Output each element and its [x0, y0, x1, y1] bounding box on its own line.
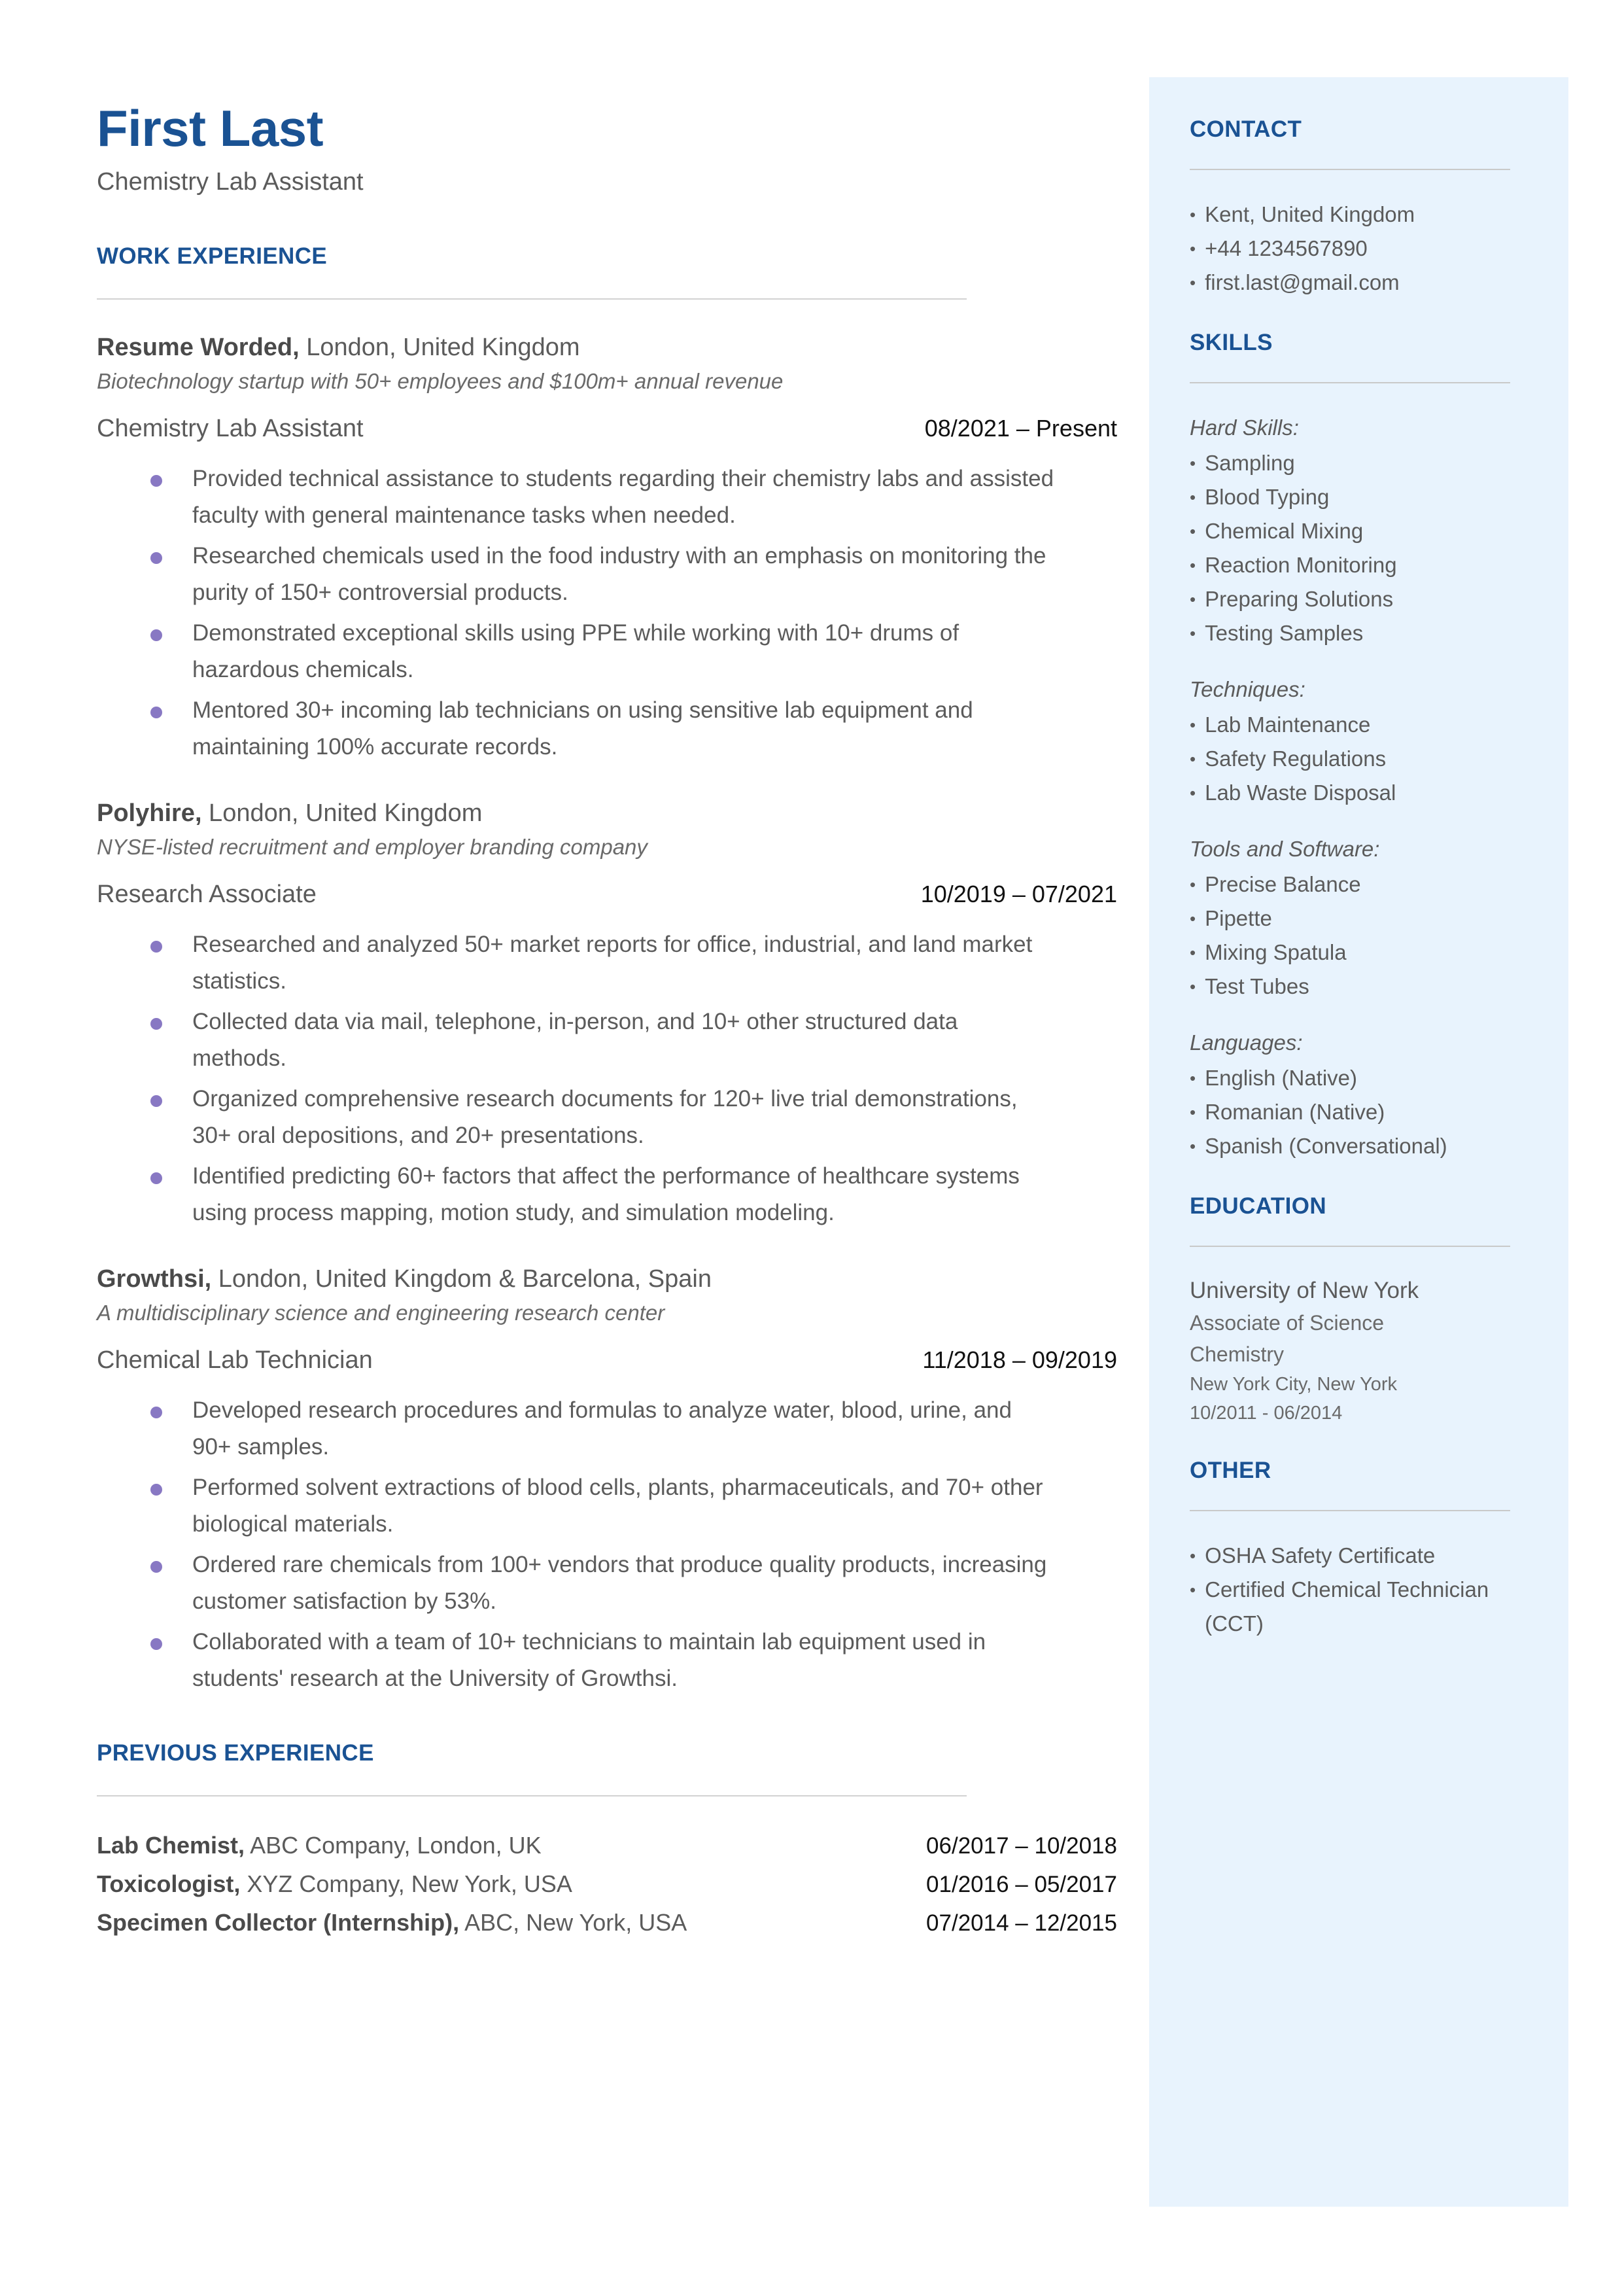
bullet-dot-icon: • [1190, 239, 1196, 258]
skill-item: English (Native) [1205, 1066, 1358, 1090]
bullet-dot-icon: • [1190, 909, 1196, 928]
skill-item: Pipette [1205, 906, 1272, 930]
sidebar-section-contact [1190, 116, 1525, 300]
bullet-dot-icon: • [1190, 1102, 1196, 1122]
skills-group-label: Tools and Software: [1190, 837, 1380, 861]
contact-list [1190, 198, 1525, 300]
contact-phone: +44 1234567890 [1205, 236, 1368, 260]
certificate-item: OSHA Safety Certificate [1205, 1543, 1436, 1568]
list-item [97, 615, 1117, 688]
bullet-dot-icon [150, 1484, 162, 1496]
job-company-location: London, United Kingdom [201, 799, 483, 827]
list-item [1190, 198, 1525, 232]
previous-role-line [97, 1904, 687, 1942]
previous-experience-list [97, 1827, 1117, 1942]
skills-group-list [1190, 446, 1525, 650]
previous-role-line [97, 1865, 572, 1903]
education-divider [1190, 1246, 1510, 1247]
bullet-dot-icon [150, 1407, 162, 1418]
skill-item: Testing Samples [1205, 621, 1364, 645]
previous-role-detail: XYZ Company, New York, USA [240, 1870, 572, 1897]
certificate-item: Certified Chemical Technician (CCT) [1205, 1577, 1489, 1636]
job-entry [97, 796, 1117, 1231]
bullet-dot-icon: • [1190, 749, 1196, 769]
list-item [1190, 776, 1525, 810]
bullet-dot-icon: • [1190, 1136, 1196, 1156]
bullet-dot-icon: • [1190, 875, 1196, 894]
job-role-row [97, 1342, 1117, 1378]
job-company-description: NYSE-listed recruitment and employer branding company [97, 835, 648, 859]
skills-group-label: Hard Skills: [1190, 415, 1299, 440]
skill-item: Sampling [1205, 451, 1295, 475]
table-row [97, 1865, 1117, 1904]
bullet-dot-icon [150, 629, 162, 641]
bullet-dot-icon: • [1190, 1546, 1196, 1566]
bullet-dot-icon [150, 1561, 162, 1573]
list-item [1190, 548, 1525, 582]
sidebar [1149, 77, 1568, 2207]
job-bullet-text: Collected data via mail, telephone, in-person, and 10+ other structured data methods. [192, 1009, 958, 1071]
bullet-dot-icon: • [1190, 555, 1196, 575]
bullet-dot-icon [150, 941, 162, 953]
job-bullet-text: Researched chemicals used in the food industry with an emphasis on monitoring the purity of 150+ controversial products. [192, 543, 1046, 605]
skill-item: Lab Maintenance [1205, 712, 1371, 737]
bullet-dot-icon: • [1190, 977, 1196, 996]
job-bullet-text: Researched and analyzed 50+ market reports for office, industrial, and land market statistics. [192, 932, 1033, 994]
list-item [1190, 446, 1525, 480]
previous-role-title: Lab Chemist, [97, 1832, 245, 1859]
job-role-title: Chemistry Lab Assistant [97, 415, 364, 442]
sidebar-section-skills [1190, 330, 1525, 1163]
previous-role-line [97, 1827, 542, 1865]
job-company-name: Resume Worded, [97, 334, 300, 361]
skills-group-tools-and-software [1190, 832, 1525, 1004]
skills-group-label: Techniques: [1190, 677, 1305, 701]
contact-location: Kent, United Kingdom [1205, 202, 1415, 226]
bullet-dot-icon [150, 707, 162, 718]
job-bullet-text: Organized comprehensive research documents for 120+ live trial demonstrations, 30+ oral depositions, and 20+ presentations. [192, 1086, 1018, 1148]
previous-experience-divider [97, 1795, 967, 1796]
job-dates: 11/2018 – 09/2019 [922, 1346, 1117, 1373]
education-degree: Associate of Science [1190, 1311, 1385, 1335]
skill-item: Chemical Mixing [1205, 519, 1364, 543]
sidebar-section-other [1190, 1458, 1525, 1641]
job-bullet-text: Ordered rare chemicals from 100+ vendors that produce quality products, increasing customer satisfaction by 53%. [192, 1552, 1047, 1614]
bullet-dot-icon: • [1190, 205, 1196, 224]
skills-heading: SKILLS [1190, 330, 1273, 355]
skill-item: Reaction Monitoring [1205, 553, 1397, 577]
job-company-line [97, 796, 1117, 831]
job-dates: 10/2019 – 07/2021 [920, 881, 1117, 907]
list-item [1190, 970, 1525, 1004]
list-item [97, 461, 1117, 534]
previous-role-dates: 06/2017 – 10/2018 [926, 1833, 1117, 1859]
list-item [97, 692, 1117, 765]
skill-item: Spanish (Conversational) [1205, 1134, 1447, 1158]
education-school: University of New York [1190, 1278, 1419, 1303]
list-item [1190, 708, 1525, 742]
skills-group-hard-skills [1190, 411, 1525, 650]
skill-item: Romanian (Native) [1205, 1100, 1385, 1124]
list-item [97, 538, 1117, 611]
job-bullet-list [97, 926, 1117, 1231]
skill-item: Preparing Solutions [1205, 587, 1394, 611]
skills-group-techniques [1190, 673, 1525, 810]
skill-item: Test Tubes [1205, 974, 1309, 998]
job-company-description: Biotechnology startup with 50+ employees and $100m+ annual revenue [97, 369, 784, 393]
previous-role-title: Toxicologist, [97, 1870, 241, 1897]
list-item [97, 1158, 1117, 1231]
list-item [97, 1469, 1117, 1543]
list-item [1190, 480, 1525, 514]
bullet-dot-icon [150, 1172, 162, 1184]
skill-item: Blood Typing [1205, 485, 1330, 509]
list-item [1190, 902, 1525, 936]
skills-group-label: Languages: [1190, 1030, 1303, 1055]
job-bullet-text: Performed solvent extractions of blood cells, plants, pharmaceuticals, and 70+ other biological materials. [192, 1475, 1043, 1537]
contact-email: first.last@gmail.com [1205, 270, 1400, 294]
contact-heading: CONTACT [1190, 116, 1302, 142]
bullet-dot-icon: • [1190, 1068, 1196, 1088]
previous-role-detail: ABC, New York, USA [459, 1909, 687, 1936]
bullet-dot-icon: • [1190, 453, 1196, 473]
list-item [1190, 1129, 1525, 1163]
list-item [1190, 582, 1525, 616]
skill-item: Safety Regulations [1205, 746, 1387, 771]
job-bullet-text: Developed research procedures and formulas to analyze water, blood, urine, and 90+ samples. [192, 1397, 1012, 1460]
list-item [1190, 616, 1525, 650]
skills-group-languages [1190, 1026, 1525, 1163]
job-dates: 08/2021 – Present [924, 415, 1117, 442]
skill-item: Lab Waste Disposal [1205, 780, 1396, 805]
list-item [1190, 266, 1525, 300]
headline-subtitle: Chemistry Lab Assistant [97, 168, 364, 196]
list-item [1190, 232, 1525, 266]
bullet-dot-icon: • [1190, 943, 1196, 962]
bullet-dot-icon: • [1190, 783, 1196, 803]
job-bullet-text: Mentored 30+ incoming lab technicians on using sensitive lab equipment and maintaining 100% accurate records. [192, 697, 973, 760]
list-item [1190, 1539, 1525, 1573]
job-company-location: London, United Kingdom [299, 334, 580, 361]
previous-experience-heading: PREVIOUS EXPERIENCE [97, 1740, 374, 1766]
job-bullet-text: Demonstrated exceptional skills using PPE while working with 10+ drums of hazardous chemicals. [192, 620, 959, 682]
table-row [97, 1904, 1117, 1942]
contact-divider [1190, 169, 1510, 170]
education-field: Chemistry [1190, 1342, 1285, 1366]
skill-item: Mixing Spatula [1205, 940, 1347, 964]
job-company-name: Growthsi, [97, 1265, 212, 1293]
bullet-dot-icon: • [1190, 487, 1196, 507]
other-divider [1190, 1510, 1510, 1511]
main-content [97, 98, 1117, 1942]
job-role-row [97, 877, 1117, 912]
job-company-name: Polyhire, [97, 799, 202, 827]
bullet-dot-icon: • [1190, 589, 1196, 609]
list-item [1190, 936, 1525, 970]
job-company-location: London, United Kingdom & Barcelona, Spain [211, 1265, 712, 1293]
list-item [97, 1547, 1117, 1620]
table-row [97, 1827, 1117, 1865]
sidebar-section-education [1190, 1193, 1525, 1428]
job-bullet-list [97, 1392, 1117, 1697]
previous-role-dates: 07/2014 – 12/2015 [926, 1910, 1117, 1936]
job-role-row [97, 411, 1117, 446]
job-bullet-text: Collaborated with a team of 10+ technicians to maintain lab equipment used in students' research at the University of Growthsi. [192, 1629, 986, 1691]
previous-role-dates: 01/2016 – 05/2017 [926, 1872, 1117, 1897]
bullet-dot-icon [150, 1095, 162, 1107]
bullet-dot-icon [150, 1018, 162, 1030]
job-role-title: Research Associate [97, 881, 317, 908]
job-entry [97, 1261, 1117, 1697]
page-title: First Last [97, 99, 324, 157]
list-item [97, 1624, 1117, 1697]
job-bullet-text: Provided technical assistance to students regarding their chemistry labs and assisted faculty with general maintenance tasks when needed. [192, 466, 1054, 528]
education-heading: EDUCATION [1190, 1193, 1327, 1219]
job-company-description: A multidisciplinary science and engineering research center [97, 1301, 665, 1325]
list-item [1190, 514, 1525, 548]
work-experience-divider [97, 298, 967, 300]
bullet-dot-icon [150, 475, 162, 487]
bullet-dot-icon: • [1190, 1580, 1196, 1600]
skills-group-list [1190, 708, 1525, 810]
list-item [97, 926, 1117, 1000]
education-location: New York City, New York [1190, 1374, 1397, 1395]
job-role-title: Chemical Lab Technician [97, 1346, 373, 1374]
previous-role-title: Specimen Collector (Internship), [97, 1909, 460, 1936]
bullet-dot-icon [150, 1638, 162, 1650]
skill-item: Precise Balance [1205, 872, 1361, 896]
job-entry [97, 330, 1117, 765]
list-item [1190, 1095, 1525, 1129]
list-item [97, 1004, 1117, 1077]
list-item [97, 1081, 1117, 1154]
bullet-dot-icon: • [1190, 521, 1196, 541]
skills-group-list [1190, 867, 1525, 1004]
skills-divider [1190, 382, 1510, 383]
job-bullet-list [97, 461, 1117, 765]
job-bullet-text: Identified predicting 60+ factors that affect the performance of healthcare systems using process mapping, motion study, and simulation modeling. [192, 1163, 1020, 1225]
bullet-dot-icon [150, 552, 162, 564]
other-list [1190, 1539, 1525, 1641]
work-experience-heading: WORK EXPERIENCE [97, 243, 328, 269]
list-item [1190, 1061, 1525, 1095]
previous-role-detail: ABC Company, London, UK [245, 1832, 542, 1859]
list-item [1190, 742, 1525, 776]
bullet-dot-icon: • [1190, 273, 1196, 292]
other-heading: OTHER [1190, 1458, 1271, 1483]
job-company-line [97, 330, 1117, 365]
education-dates: 10/2011 - 06/2014 [1190, 1403, 1343, 1424]
list-item [1190, 1573, 1525, 1641]
list-item [97, 1392, 1117, 1465]
bullet-dot-icon: • [1190, 715, 1196, 735]
skills-group-list [1190, 1061, 1525, 1163]
list-item [1190, 867, 1525, 902]
job-company-line [97, 1261, 1117, 1297]
bullet-dot-icon: • [1190, 623, 1196, 643]
